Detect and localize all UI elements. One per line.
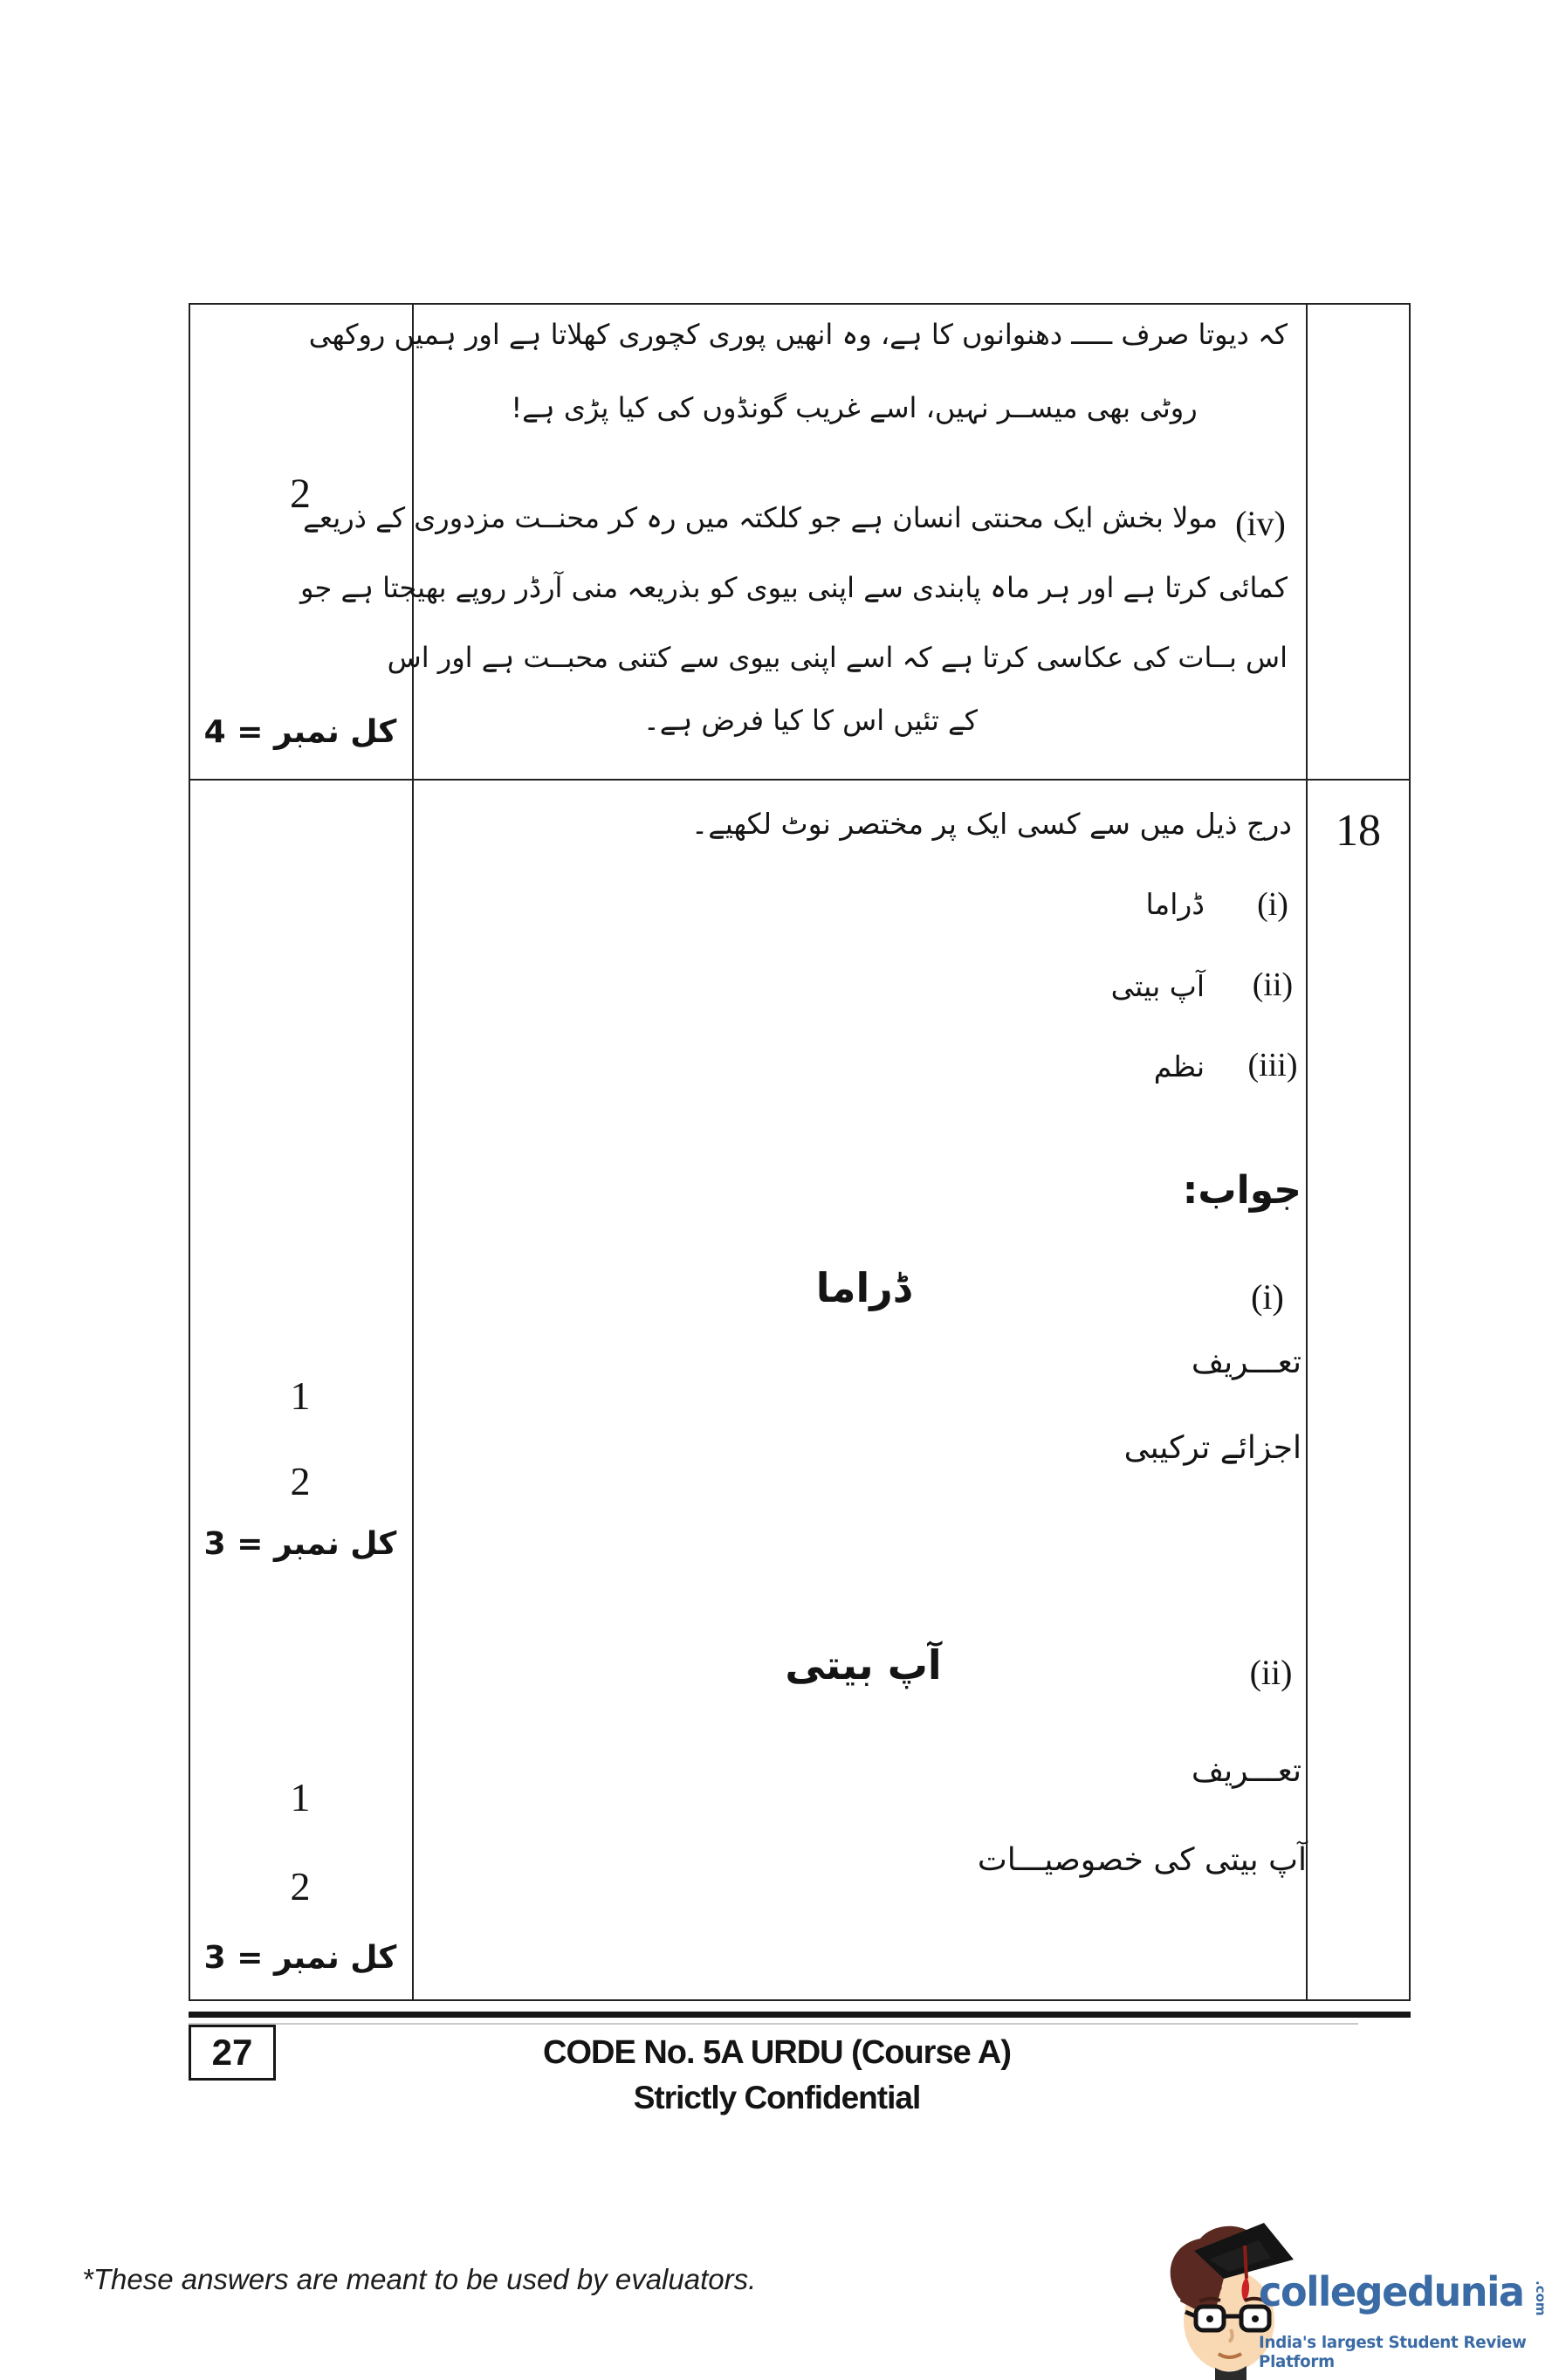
row1-total-marks: کل نمبر = 4 [203, 714, 397, 750]
confidential-line: Strictly Confidential [633, 2080, 921, 2115]
option-i-marker: (i) [1257, 886, 1288, 923]
row1-item-line2: کمائی کرتا ہے اور ہر ماہ پابندی سے اپنی بیوی کو بذریعہ منی آرڈر روپے بھیجتا ہے جو [299, 571, 1288, 604]
marks-column-divider [412, 305, 414, 1999]
section-i-point-1-mark: 1 [290, 1373, 311, 1418]
row1-item-marker-iv: (iv) [1235, 504, 1286, 543]
footer-rule-thick [189, 2012, 1411, 2018]
answer-section-i-title: ڈراما [815, 1264, 911, 1311]
collegedunia-brand-suffix: .com [1533, 2280, 1549, 2316]
question-number-column-divider [1306, 305, 1308, 1999]
section-i-point-1-label: تعـــریف [1191, 1345, 1301, 1380]
row1-item-line4: کے تئیں اس کا کیا فرض ہے۔ [642, 704, 979, 737]
marking-scheme-table [189, 303, 1411, 2001]
paper-code-line: CODE No. 5A URDU (Course A) [543, 2034, 1011, 2071]
section-i-total-marks: کل نمبر = 3 [203, 1526, 397, 1562]
answer-section-ii-marker: (ii) [1249, 1653, 1293, 1692]
row1-item-line1: مولا بخش ایک محنتی انسان ہے جو کلکتہ میں رہ کر محنــت مزدوری کے ذریعے [303, 501, 1218, 534]
collegedunia-tagline: India's largest Student Review Platform [1259, 2333, 1527, 2371]
question-number: 18 [1336, 806, 1381, 856]
answer-section-i-marker: (i) [1251, 1277, 1284, 1317]
evaluator-note: *These answers are meant to be used by evaluators. [82, 2263, 757, 2295]
row1-part-mark: 2 [290, 471, 311, 517]
option-iii-label: نظم [1153, 1049, 1205, 1083]
section-ii-total-marks: کل نمبر = 3 [203, 1940, 397, 1976]
option-i-label: ڈراما [1145, 887, 1205, 921]
footer-rule-thin [189, 2023, 1358, 2025]
answer-label: جواب: [1182, 1168, 1301, 1213]
section-i-point-2-label: اجزائے ترکیبی [1123, 1430, 1301, 1466]
answer-section-ii-title: آپ بیتی [785, 1641, 942, 1689]
option-ii-marker: (ii) [1252, 966, 1294, 1003]
option-ii-label: آپ بیتی [1110, 969, 1205, 1003]
section-ii-point-1-mark: 1 [290, 1775, 311, 1819]
section-ii-point-2-label: آپ بیتی کی خصوصیـــات [977, 1842, 1307, 1878]
section-i-point-2-mark: 2 [290, 1459, 311, 1503]
row-divider [190, 779, 1409, 781]
collegedunia-brand-text: collegedunia [1259, 2268, 1524, 2315]
page-number: 27 [211, 2032, 253, 2073]
row1-carryover-line2: روٹی بھی میســر نہیں، اسے غریب گونڈوں کی کیا پڑی ہے! [511, 391, 1198, 424]
section-ii-point-1-label: تعـــریف [1191, 1753, 1301, 1789]
section-ii-point-2-mark: 2 [290, 1864, 311, 1909]
row1-item-line3: اس بــات کی عکاسی کرتا ہے کہ اسے اپنی بیوی سے کتنی محبــت ہے اور اس [387, 641, 1288, 674]
row1-carryover-line1: کہ دیوتا صرف ـــــ دھنوانوں کا ہے، وہ انھیں پوری کچوری کھلاتا ہے اور ہمیں روکھی [308, 318, 1288, 351]
option-iii-marker: (iii) [1247, 1047, 1298, 1083]
question-intro: درج ذیل میں سے کسی ایک پر مختصر نوٹ لکھیے۔ [690, 807, 1292, 841]
